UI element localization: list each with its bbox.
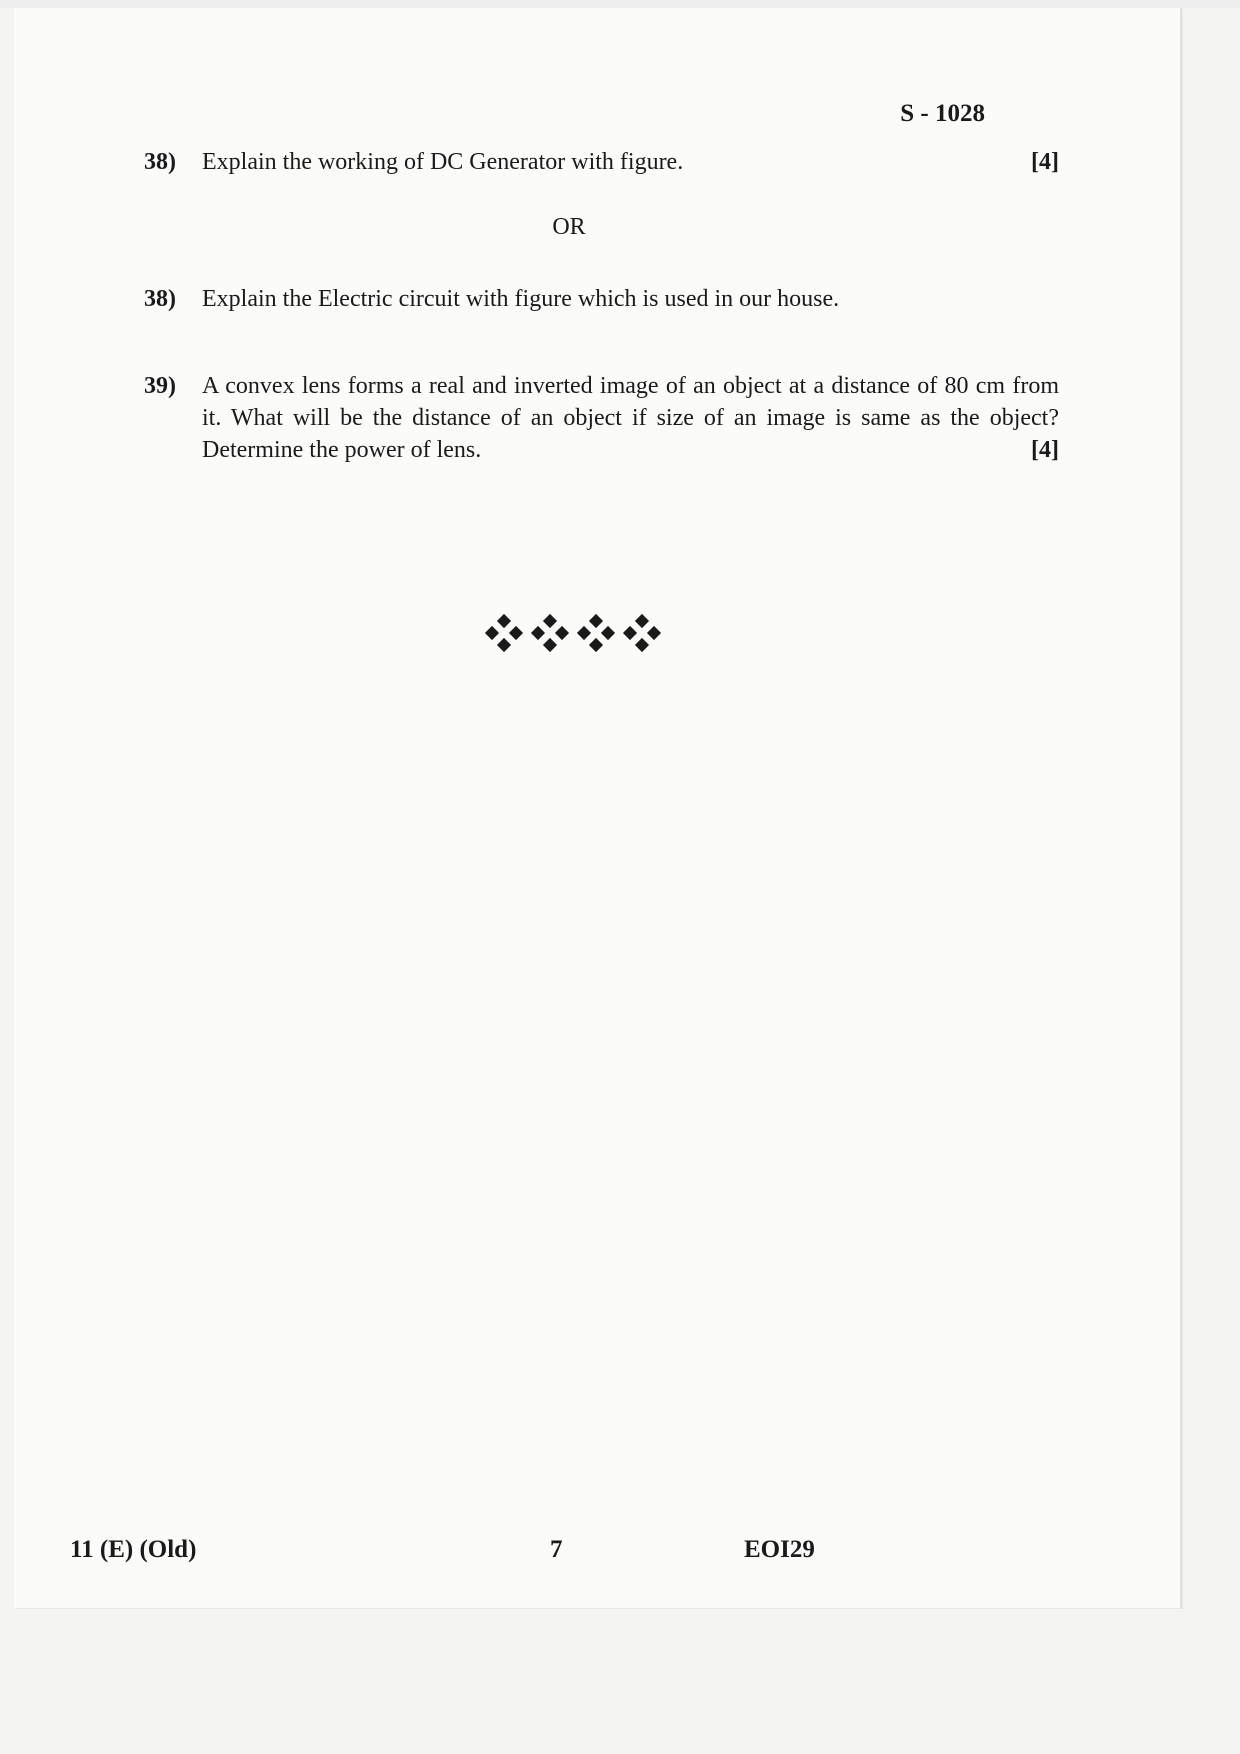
question-marks: [4]: [1031, 437, 1059, 463]
question-38b: [144, 283, 1059, 315]
question-number: 38): [144, 149, 176, 175]
page-number: 7: [550, 1536, 563, 1563]
question-text: Explain the working of DC Generator with figure.: [202, 149, 684, 175]
footer-subject-code: 11 (E) (Old): [70, 1536, 197, 1563]
question-39: [144, 370, 1059, 466]
or-separator: OR: [552, 214, 586, 240]
question-text: A convex lens forms a real and inverted image of an object at a distance of 80 cm from it. What will be the distance of an object if size of an image is same as the object? Determine the power of lens.: [202, 373, 1059, 463]
paper-code: S - 1028: [900, 100, 985, 127]
question-marks: [4]: [1031, 149, 1059, 175]
question-number: 39): [144, 373, 176, 399]
question-38a: [144, 146, 1059, 178]
question-text: Explain the Electric circuit with figure which is used in our house.: [202, 286, 840, 312]
question-number: 38): [144, 286, 176, 312]
diamond-cluster-icon: [484, 613, 664, 653]
page-top-edge: [0, 0, 1240, 8]
footer-paper-code: EOI29: [744, 1536, 815, 1563]
exam-page: [14, 8, 1182, 1608]
